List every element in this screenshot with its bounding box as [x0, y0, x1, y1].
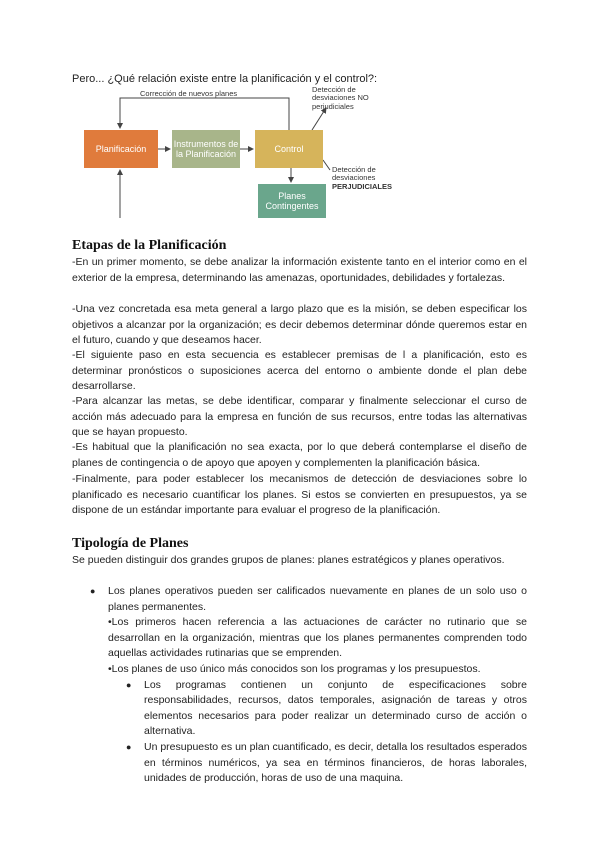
label-no-perj-line1: Detección de [312, 85, 356, 94]
label-perjudiciales [332, 166, 392, 191]
list-item [126, 740, 527, 787]
label-correccion: Corrección de nuevos planes [140, 89, 238, 98]
arrow-no-perjudiciales [312, 108, 326, 130]
feedback-arrow [120, 98, 289, 130]
bullet-icon: ● [126, 679, 132, 690]
label-no-perjudiciales [312, 86, 369, 111]
tipologia-intro: Se pueden distinguir dos grandes grupos de planes: planes estratégicos y planes operativos. [72, 554, 505, 566]
nested-list [90, 678, 527, 787]
list-item [90, 584, 527, 615]
box-control: Control [255, 130, 323, 168]
sub-paragraph-1: •Los primeros hacen referencia a las actuaciones de carácter no rutinario que se desarrollan en la organización, mientras que los planes permanentes comprenden todo aquellas actividades rutinarias que se emprenden. [108, 616, 527, 660]
label-perj-line1: Detección de [332, 165, 376, 174]
intro-question: Pero... ¿Qué relación existe entre la planificación y el control?: [72, 73, 378, 85]
arrow-perjudiciales [323, 160, 330, 170]
label-no-perj-line2: desviaciones NO [312, 93, 369, 103]
etapas-paragraph-5: -Es habitual que la planificación no sea exacta, por lo que deberá contemplarse el diseño de planes de contingencia o de apoyo que apoyen y complementen la planificación básica. [72, 441, 527, 469]
etapas-paragraph-1: -En un primer momento, se debe analizar la información existente tanto en el interior como en el exterior de la empresa, determinando las amenazas, oportunidades, debilidades y fortalezas. [72, 256, 527, 284]
list-item-text: Los planes operativos pueden ser calificados nuevamente en planes de un solo uso o planes permanentes. [108, 585, 527, 613]
label-no-perj-line3: perjudiciales [312, 101, 354, 111]
heading-tipologia: Tipología de Planes [72, 536, 189, 551]
etapas-paragraph-6: -Finalmente, para poder establecer los mecanismos de detección de desviaciones sobre lo planificado es necesario cuantificar los planes. Si estos se convierten en presupuestos, ya se dispone de un estándar importante para evaluar el progreso de la planificación. [72, 473, 527, 517]
etapas-paragraph-4: -Para alcanzar las metas, se debe identificar, comparar y finalmente seleccionar el curso de acción más adecuado para la empresa en función de sus recursos, entre todas las alternativas que se hayan propuesto. [72, 395, 527, 439]
box-planes-contingentes: Planes Contingentes [258, 184, 326, 218]
tipologia-list [90, 584, 527, 787]
bullet-icon: ● [126, 741, 132, 752]
label-perj-line2: desviaciones [332, 173, 376, 183]
box-planificacion: Planificación [84, 130, 158, 168]
sub-paragraph-2: •Los planes de uso único más conocidos son los programas y los presupuestos. [108, 662, 481, 675]
etapas-paragraph-2: -Una vez concretada esa meta general a largo plazo que es la misión, se deben especificar los objetivos a alcanzar por la organización; es decir debemos determinar dónde queremos estar en el futuro, cuando y que deseamos hacer. [72, 303, 527, 347]
list-item-text: Los programas contienen un conjunto de especificaciones sobre responsabilidades, recursos, datos temporales, asignación de tareas y otros elementos necesarios para poder realizar un determinado curso de acción o alternativa. [144, 678, 527, 738]
etapas-paragraph-3: -El siguiente paso en esta secuencia es establecer premisas de l a planificación, esto es determinar pronósticos o suposiciones acerca del entorno o ambiente donde el plan debe desarrollarse. [72, 349, 527, 393]
label-perj-line3: PERJUDICIALES [332, 181, 393, 191]
bullet-icon: ● [90, 586, 96, 596]
list-item [126, 678, 527, 740]
heading-etapas: Etapas de la Planificación [72, 238, 227, 253]
list-item-text: Un presupuesto es un plan cuantificado, es decir, detalla los resultados esperados en términos numéricos, ya sea en términos financieros, de horas laborales, unidades de producción, horas de uso de una maquina. [144, 740, 527, 785]
planning-control-diagram [80, 86, 410, 226]
box-instrumentos: Instrumentos de la Planificación [172, 130, 240, 168]
